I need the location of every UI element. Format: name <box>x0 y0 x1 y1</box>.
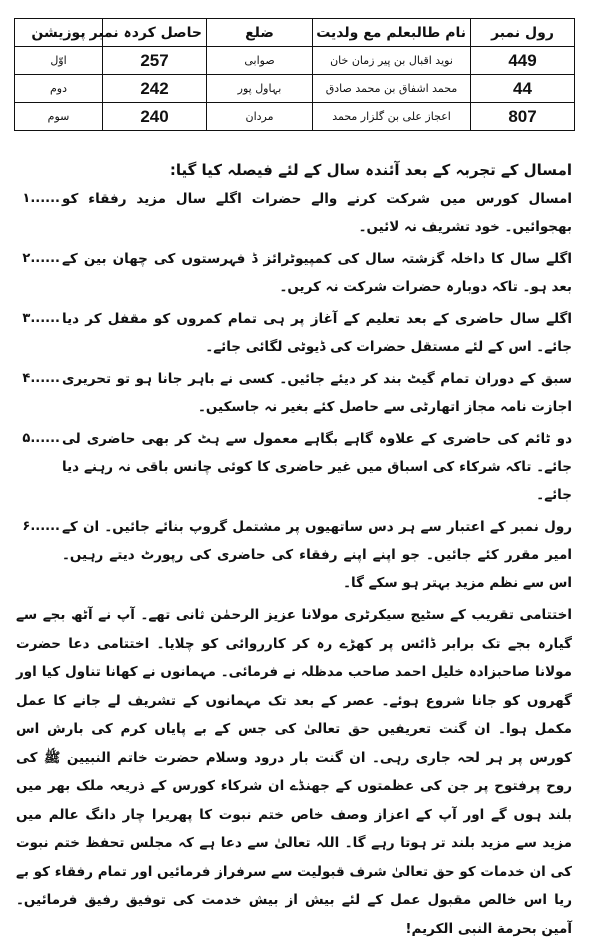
position-cell: سوم <box>15 103 103 131</box>
list-item-number: ۲...... <box>22 251 60 266</box>
header-student-name: نام طالبعلم مع ولدیت <box>313 19 471 47</box>
list-item-number: ۳...... <box>22 311 60 326</box>
list-item-number: ۵...... <box>22 431 60 446</box>
closing-paragraph: اختتامی تقریب کے سٹیج سیکرٹری مولانا عزیز الرحمٰن ثانی تھے۔ آپ نے آٹھ بجے سے گیارہ بجے تک برابر ڈائس پر کھڑے رہ کر کارروائی کو چلایا۔ اختتامی دعا حضرت مولانا صاحبزادہ خلیل احمد صاحب مدظلہ نے فرمائی۔ مہمانوں نے کھانا تناول کیا اور گھروں کو جانا شروع ہوئے۔ عصر کے بعد تک مہمانوں کے تشریف لے جانے کا عمل مکمل ہوا۔ ان گنت تعریفیں حق تعالیٰ کی جس کے بے پایاں کرم کی بارش اس کورس پر ہر لحہ جاری رہی۔ ان گنت بار درود وسلام حضرت خاتم النبیین ﷺ کی روح پرفتوح پر جن کی عظمتوں کے جھنڈے ان شرکاء کورس کے ذریعہ ملک بھر میں بلند ہوں گے اور آپ کے اعزاز وصف خاص ختم نبوت کا پھریرا چار دانگ عالم میں مزید سے مزید بلند تر ہوتا رہے گا۔ اللہ تعالیٰ سے دعا ہے کہ مجلس تحفظ ختم نبوت کی ان خدمات کو حق تعالیٰ شرف قبولیت سے سرفراز فرمائیں اور تمام رفقاء کو بے ریا اس خالص مقبول عمل کے لئے بیش از بیش خدمت کی توفیق رفیق فرمائیں۔ آمین بحرمة النبی الکریم! <box>16 607 572 937</box>
header-position: پوزیشن <box>15 19 103 47</box>
list-item <box>16 513 572 597</box>
student-name-cell: اعجاز علی بن گلزار محمد <box>313 103 471 131</box>
table-row <box>15 47 575 75</box>
roll-number-cell: 807 <box>471 103 575 131</box>
list-item-number: ۶...... <box>22 519 60 534</box>
list-item <box>16 185 572 241</box>
student-name-cell: نوید اقبال بن پیر زمان خان <box>313 47 471 75</box>
district-cell: مردان <box>207 103 313 131</box>
position-cell: اوّل <box>15 47 103 75</box>
list-item <box>16 365 572 421</box>
list-item <box>16 305 572 361</box>
district-cell: بہاول پور <box>207 75 313 103</box>
marks-cell: 240 <box>103 103 207 131</box>
student-name-cell: محمد اشفاق بن محمد صادق <box>313 75 471 103</box>
header-roll-number: رول نمبر <box>471 19 575 47</box>
list-item-text: اگلے سال کا داخلہ گزشتہ سال کی کمپیوٹرائز ڈ فہرستوں کی چھان بین کے بعد ہو۔ تاکہ دوبارہ حضرات شرکت نہ کریں۔ <box>62 251 572 295</box>
table-row <box>15 103 575 131</box>
table-header-row <box>15 19 575 47</box>
roll-number-cell: 449 <box>471 47 575 75</box>
results-table <box>14 18 575 131</box>
marks-cell: 257 <box>103 47 207 75</box>
table-row <box>15 75 575 103</box>
list-item-text: اگلے سال حاضری کے بعد تعلیم کے آغاز پر ہی تمام کمروں کو مقفل کر دیا جائے۔ اس کے لئے مستقل حضرات کی ڈیوٹی لگائی جائے۔ <box>62 311 572 355</box>
list-item-text: امسال کورس میں شرکت کرنے والے حضرات اگلے سال مزید رفقاء کو بھجوائیں۔ خود تشریف نہ لائیں۔ <box>62 191 572 235</box>
header-marks: حاصل کردہ نمبر <box>103 19 207 47</box>
list-item-text: دو ٹائم کی حاضری کے علاوہ گاہے بگاہے معمول سے ہٹ کر بھی حاضری لی جائے۔ تاکہ شرکاء کی اسباق میں غیر حاضری کا کوئی چانس باقی نہ رہنے دیا جائے۔ <box>62 431 572 503</box>
district-cell: صوابی <box>207 47 313 75</box>
decisions-section <box>16 160 572 943</box>
list-item-number: ۴...... <box>22 371 60 386</box>
position-cell: دوم <box>15 75 103 103</box>
decisions-heading: امسال کے تجربہ کے بعد آئندہ سال کے لئے فیصلہ کیا گیا: <box>169 161 572 179</box>
list-item <box>16 245 572 301</box>
list-item-text: رول نمبر کے اعتبار سے ہر دس ساتھیوں پر مشتمل گروپ بنائے جائیں۔ ان کے امیر مقرر کئے جائیں۔ جو اپنے اپنے رفقاء کی حاضری کی رپورٹ دیتے رہیں۔ اس سے نظم مزید بہتر ہو سکے گا۔ <box>62 519 572 591</box>
list-item <box>16 425 572 509</box>
marks-cell: 242 <box>103 75 207 103</box>
list-item-number: ۱...... <box>22 191 60 206</box>
list-item-text: سبق کے دوران تمام گیٹ بند کر دیئے جائیں۔ کسی نے باہر جانا ہو تو تحریری اجازت نامہ مجاز اتھارٹی سے حاصل کئے بغیر نہ جاسکیں۔ <box>62 371 572 415</box>
header-district: ضلع <box>207 19 313 47</box>
roll-number-cell: 44 <box>471 75 575 103</box>
